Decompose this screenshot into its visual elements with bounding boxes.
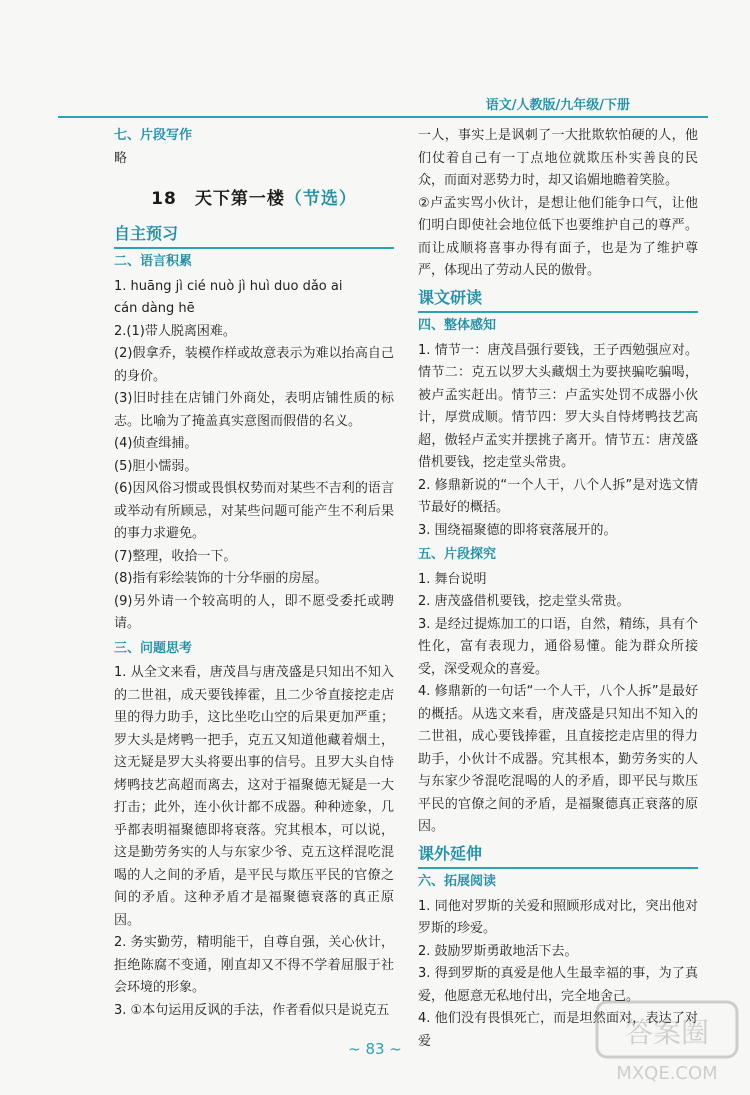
section-rule <box>418 867 698 869</box>
answer-line: 4. 修鼎新的一句话“一个人干，八个人拆”是最好的概括。从选文来看，唐茂盛是只知出不知入的二世祖，成心要钱捧霍，且直接挖走店里的得力助手，小伙计不成器。究其根本，勤劳务实的人与东家少爷混吃混喝的人的矛盾，即平民与欺压平民的官僚之间的矛盾，是福聚德真正衰落的原因。 <box>418 684 698 834</box>
answer-line: 4. 他们没有畏惧死亡，而是坦然面对，表达了对爱 <box>418 1011 698 1049</box>
answer-line: 1. huāng jì cié nuò jì huì duo dǎo ai <box>114 278 343 294</box>
answer-line: 3. 围绕福聚德的即将衰落展开的。 <box>418 522 617 538</box>
answer-line: (8)指有彩绘装饰的十分华丽的房屋。 <box>114 571 328 586</box>
answer-line: 一人，事实上是讽刺了一大批欺软怕硬的人，他们仗着自己有一丁点地位就欺压朴实善良的民众，而面对恶势力时，却又谄媚地瞻着笑脸。 <box>418 128 698 188</box>
answer-list-wenti <box>114 662 394 1022</box>
answer-list-zhengti <box>418 340 698 543</box>
answer-line: 3. 得到罗斯的真爱是他人生最幸福的事，为了真爱，他愿意无私地付出，完全地舍己。 <box>418 966 698 1004</box>
answer-line: 1. 舞台说明 <box>418 571 487 587</box>
answer-line: (2)假拿乔，装模作样或故意表示为难以抬高自己的身价。 <box>114 346 394 384</box>
answer-line: 3. ①本句运用反讽的手法，作者看似只是说克五 <box>114 1002 390 1018</box>
answer-line: 1. 从全文来看，唐茂昌与唐茂盛是只知出不知入的二世祖，成天要钱捧霍，且二少爷直接挖走店里的得力助手，这比坐吃山空的后果更加严重；罗大头是烤鸭一把手，克五又知道他藏着烟土，这无疑是罗大头将要出事的信号。且罗大头自恃烤鸭技艺高超而离去，这对于福聚德无疑是一大打击；此外，连小伙计都不成器。种种迹象，几乎都表明福聚德即将衰落。究其根本，可以说，这是勤劳务实的人与东家少爷、克五这样混吃混喝的人之间的矛盾，是平民与欺压平民的官僚之间的矛盾。这种矛盾才是福聚德衰落的真正原因。 <box>114 665 394 928</box>
answer-line: ②卢孟实骂小伙计，是想让他们能争口气，让他们明白即使社会地位低下也要维护自己的尊严。而让成顺将喜事办得有面子，也是为了维护尊严，体现出了劳动人民的傲骨。 <box>418 195 698 278</box>
lesson-subtitle: （节选） <box>284 189 357 209</box>
answer-line: cán dàng hē <box>114 301 195 316</box>
subheading-pianduan: 五、片段探究 <box>418 547 497 562</box>
answer-line: 3. 是经过提炼加工的口语，自然，精练，具有个性化，富有表现力，通俗易懂。能为群众所接受，深受观众的喜爱。 <box>418 616 698 677</box>
left-column <box>114 125 394 1022</box>
answer-line: (7)整理，收拾一下。 <box>114 548 237 564</box>
answer-line: 2. 唐茂盛借机要钱，挖走堂头常贵。 <box>418 594 630 609</box>
lesson-heading <box>114 188 394 211</box>
header-rule <box>58 116 708 118</box>
answer-line: 1. 同他对罗斯的关爱和照顾形成对比，突出他对罗斯的珍爱。 <box>418 898 698 936</box>
answer-line: (4)侦查缉捕。 <box>114 436 198 451</box>
subheading-wenti: 三、问题思考 <box>114 640 193 656</box>
lesson-title: 天下第一楼 <box>194 189 285 209</box>
answer-line: (9)另外请一个较高明的人，即不愿受委托或聘请。 <box>114 593 394 631</box>
answer-list-yuyan <box>114 276 394 636</box>
section-7-body: 略 <box>114 150 128 166</box>
subheading-yuyan: 二、语言积累 <box>114 254 193 269</box>
subheading-zhengti: 四、整体感知 <box>418 318 497 333</box>
section-rule <box>114 247 394 249</box>
svg-text:答案圈: 答案圈 <box>624 1016 710 1049</box>
section-kewai-yanshen: 课外延伸 <box>418 843 483 863</box>
section-kewen-yandu: 课文研读 <box>418 287 483 307</box>
section-7-title: 七、片段写作 <box>114 128 193 143</box>
answer-line: (3)旧时挂在店铺门外商处，表明店铺性质的标志。比喻为了掩盖真实意图而假借的名义。 <box>114 391 394 429</box>
answer-list-continued <box>418 125 698 283</box>
answer-line: 1. 情节一：唐茂昌强行要钱，王子西勉强应对。情节二：克五以罗大头藏烟土为要挟骗吃骗喝，被卢孟实赶出。情节三：卢孟实处罚不成器小伙计，厚赏成顺。情节四：罗大头自恃烤鸭技艺高超，傲轻卢孟实并摆挑子离开。情节五：唐茂盛借机要钱，挖走堂头常贵。 <box>418 342 698 470</box>
svg-text:MXQE.COM: MXQE.COM <box>616 1063 718 1084</box>
answer-line: (6)因风俗习惯或畏惧权势而对某些不吉利的语言或举动有所顾忌，对某些问题可能产生不利后果的事力求避免。 <box>114 481 394 541</box>
page-header <box>0 0 750 118</box>
section-rule <box>418 311 698 313</box>
answer-line: 2. 务实勤劳，精明能干，自尊自强，关心伙计，拒绝陈腐不变通，刚直却又不得不学着屈服于社会环境的形象。 <box>114 935 394 995</box>
answer-line: 2. 鼓励罗斯勇敢地活下去。 <box>418 943 578 959</box>
watermark-logo <box>592 997 742 1087</box>
page-number: ~ 83 ~ <box>348 1040 402 1058</box>
subheading-tuozhan: 六、拓展阅读 <box>418 874 497 889</box>
answer-line: 2. 修鼎新说的“一个人干，八个人拆”是对选文情节最好的概括。 <box>418 477 698 515</box>
answer-line: 2.(1)带人脱离困难。 <box>114 323 236 339</box>
right-column <box>418 125 698 1053</box>
answer-list-pianduan <box>418 569 698 839</box>
header-title: 语文/人教版/九年级/下册 <box>485 98 630 113</box>
lesson-number: 18 <box>151 189 177 209</box>
section-zizhu-yuxi: 自主预习 <box>114 223 179 243</box>
answer-line: (5)胆小懦弱。 <box>114 458 198 474</box>
